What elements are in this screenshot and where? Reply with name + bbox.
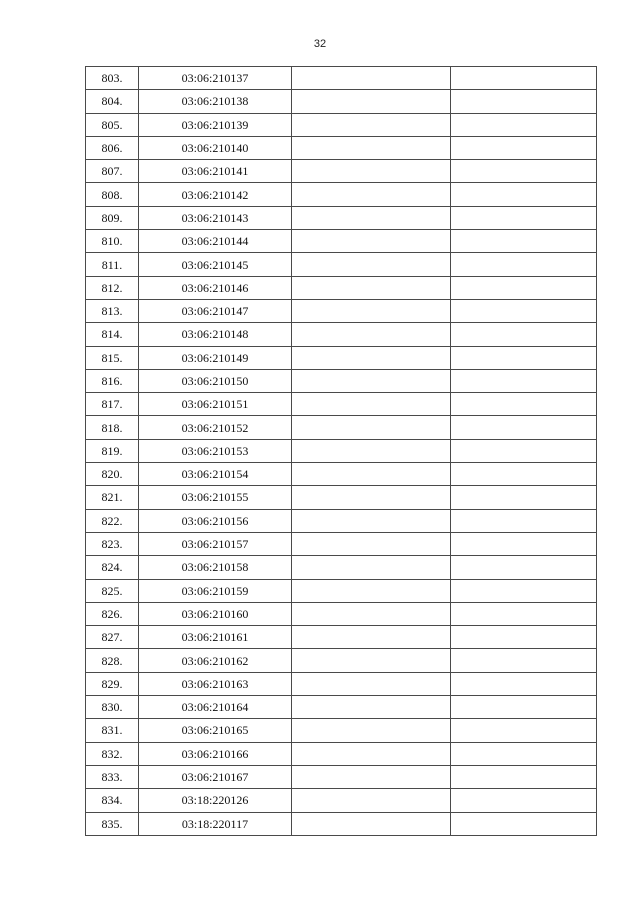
table-row [86, 299, 597, 322]
table-row [86, 416, 597, 439]
empty-cell [451, 253, 597, 276]
cadastral-number-cell: 03:18:220117 [139, 812, 292, 835]
empty-cell [451, 579, 597, 602]
cadastral-number-cell: 03:06:210166 [139, 742, 292, 765]
cadastral-number-cell: 03:06:210147 [139, 299, 292, 322]
row-number-cell: 805. [86, 113, 139, 136]
empty-cell [451, 696, 597, 719]
empty-cell [451, 486, 597, 509]
empty-cell [292, 136, 451, 159]
cadastral-number-cell: 03:06:210150 [139, 369, 292, 392]
empty-cell [292, 183, 451, 206]
cadastral-number-cell: 03:06:210140 [139, 136, 292, 159]
register-table-body [86, 67, 597, 836]
empty-cell [451, 136, 597, 159]
empty-cell [451, 276, 597, 299]
empty-cell [292, 323, 451, 346]
table-row [86, 509, 597, 532]
row-number-cell: 818. [86, 416, 139, 439]
empty-cell [451, 393, 597, 416]
table-row [86, 649, 597, 672]
empty-cell [451, 346, 597, 369]
register-table [85, 66, 597, 836]
empty-cell [451, 463, 597, 486]
cadastral-number-cell: 03:06:210152 [139, 416, 292, 439]
empty-cell [292, 696, 451, 719]
table-row [86, 323, 597, 346]
empty-cell [292, 299, 451, 322]
empty-cell [292, 719, 451, 742]
empty-cell [451, 230, 597, 253]
row-number-cell: 826. [86, 602, 139, 625]
empty-cell [292, 230, 451, 253]
empty-cell [451, 439, 597, 462]
row-number-cell: 825. [86, 579, 139, 602]
row-number-cell: 833. [86, 765, 139, 788]
row-number-cell: 817. [86, 393, 139, 416]
empty-cell [451, 765, 597, 788]
cadastral-number-cell: 03:06:210139 [139, 113, 292, 136]
table-row [86, 812, 597, 835]
cadastral-number-cell: 03:06:210159 [139, 579, 292, 602]
empty-cell [292, 113, 451, 136]
cadastral-number-cell: 03:06:210158 [139, 556, 292, 579]
row-number-cell: 806. [86, 136, 139, 159]
empty-cell [292, 160, 451, 183]
row-number-cell: 816. [86, 369, 139, 392]
empty-cell [451, 90, 597, 113]
empty-cell [451, 626, 597, 649]
table-row [86, 789, 597, 812]
table-row [86, 765, 597, 788]
cadastral-number-cell: 03:06:210138 [139, 90, 292, 113]
empty-cell [451, 323, 597, 346]
row-number-cell: 829. [86, 672, 139, 695]
empty-cell [451, 789, 597, 812]
row-number-cell: 821. [86, 486, 139, 509]
row-number-cell: 809. [86, 206, 139, 229]
cadastral-number-cell: 03:06:210153 [139, 439, 292, 462]
row-number-cell: 824. [86, 556, 139, 579]
cadastral-number-cell: 03:06:210167 [139, 765, 292, 788]
row-number-cell: 832. [86, 742, 139, 765]
row-number-cell: 823. [86, 532, 139, 555]
empty-cell [451, 672, 597, 695]
empty-cell [451, 299, 597, 322]
table-row [86, 556, 597, 579]
cadastral-number-cell: 03:06:210157 [139, 532, 292, 555]
empty-cell [292, 556, 451, 579]
row-number-cell: 830. [86, 696, 139, 719]
row-number-cell: 815. [86, 346, 139, 369]
row-number-cell: 822. [86, 509, 139, 532]
cadastral-number-cell: 03:06:210160 [139, 602, 292, 625]
table-row [86, 439, 597, 462]
cadastral-number-cell: 03:06:210161 [139, 626, 292, 649]
empty-cell [451, 183, 597, 206]
empty-cell [451, 416, 597, 439]
empty-cell [292, 276, 451, 299]
table-row [86, 626, 597, 649]
cadastral-number-cell: 03:06:210149 [139, 346, 292, 369]
empty-cell [451, 649, 597, 672]
empty-cell [451, 67, 597, 90]
table-row [86, 672, 597, 695]
cadastral-number-cell: 03:06:210142 [139, 183, 292, 206]
empty-cell [292, 765, 451, 788]
empty-cell [292, 789, 451, 812]
table-row [86, 486, 597, 509]
table-row [86, 393, 597, 416]
table-row [86, 346, 597, 369]
table-row [86, 253, 597, 276]
cadastral-number-cell: 03:06:210143 [139, 206, 292, 229]
table-row [86, 463, 597, 486]
empty-cell [292, 369, 451, 392]
empty-cell [292, 253, 451, 276]
cadastral-number-cell: 03:06:210146 [139, 276, 292, 299]
row-number-cell: 812. [86, 276, 139, 299]
table-row [86, 696, 597, 719]
empty-cell [292, 463, 451, 486]
empty-cell [292, 532, 451, 555]
cadastral-number-cell: 03:06:210145 [139, 253, 292, 276]
cadastral-number-cell: 03:06:210148 [139, 323, 292, 346]
cadastral-number-cell: 03:06:210151 [139, 393, 292, 416]
empty-cell [451, 113, 597, 136]
empty-cell [292, 393, 451, 416]
empty-cell [292, 672, 451, 695]
cadastral-number-cell: 03:06:210162 [139, 649, 292, 672]
empty-cell [451, 812, 597, 835]
empty-cell [292, 67, 451, 90]
empty-cell [451, 509, 597, 532]
empty-cell [451, 369, 597, 392]
empty-cell [451, 206, 597, 229]
cadastral-number-cell: 03:06:210163 [139, 672, 292, 695]
table-row [86, 113, 597, 136]
table-row [86, 67, 597, 90]
row-number-cell: 834. [86, 789, 139, 812]
empty-cell [451, 742, 597, 765]
table-row [86, 719, 597, 742]
row-number-cell: 807. [86, 160, 139, 183]
cadastral-number-cell: 03:06:210156 [139, 509, 292, 532]
table-row [86, 90, 597, 113]
table-row [86, 183, 597, 206]
row-number-cell: 828. [86, 649, 139, 672]
empty-cell [292, 416, 451, 439]
table-row [86, 160, 597, 183]
empty-cell [292, 742, 451, 765]
empty-cell [292, 439, 451, 462]
cadastral-number-cell: 03:06:210144 [139, 230, 292, 253]
empty-cell [292, 812, 451, 835]
row-number-cell: 808. [86, 183, 139, 206]
table-row [86, 230, 597, 253]
empty-cell [451, 556, 597, 579]
cadastral-number-cell: 03:06:210141 [139, 160, 292, 183]
table-row [86, 602, 597, 625]
row-number-cell: 814. [86, 323, 139, 346]
cadastral-number-cell: 03:06:210137 [139, 67, 292, 90]
row-number-cell: 810. [86, 230, 139, 253]
table-row [86, 579, 597, 602]
row-number-cell: 827. [86, 626, 139, 649]
row-number-cell: 803. [86, 67, 139, 90]
table-row [86, 136, 597, 159]
row-number-cell: 835. [86, 812, 139, 835]
empty-cell [292, 90, 451, 113]
empty-cell [451, 532, 597, 555]
row-number-cell: 813. [86, 299, 139, 322]
cadastral-number-cell: 03:06:210155 [139, 486, 292, 509]
empty-cell [292, 649, 451, 672]
cadastral-number-cell: 03:06:210165 [139, 719, 292, 742]
table-row [86, 276, 597, 299]
row-number-cell: 804. [86, 90, 139, 113]
row-number-cell: 831. [86, 719, 139, 742]
empty-cell [292, 509, 451, 532]
cadastral-number-cell: 03:06:210164 [139, 696, 292, 719]
row-number-cell: 811. [86, 253, 139, 276]
cadastral-number-cell: 03:06:210154 [139, 463, 292, 486]
table-row [86, 206, 597, 229]
table-row [86, 369, 597, 392]
empty-cell [292, 346, 451, 369]
empty-cell [292, 626, 451, 649]
empty-cell [292, 206, 451, 229]
row-number-cell: 819. [86, 439, 139, 462]
row-number-cell: 820. [86, 463, 139, 486]
page-number: 32 [313, 38, 327, 50]
empty-cell [451, 160, 597, 183]
empty-cell [292, 602, 451, 625]
table-row [86, 742, 597, 765]
empty-cell [451, 719, 597, 742]
table-row [86, 532, 597, 555]
cadastral-number-cell: 03:18:220126 [139, 789, 292, 812]
empty-cell [451, 602, 597, 625]
empty-cell [292, 579, 451, 602]
empty-cell [292, 486, 451, 509]
